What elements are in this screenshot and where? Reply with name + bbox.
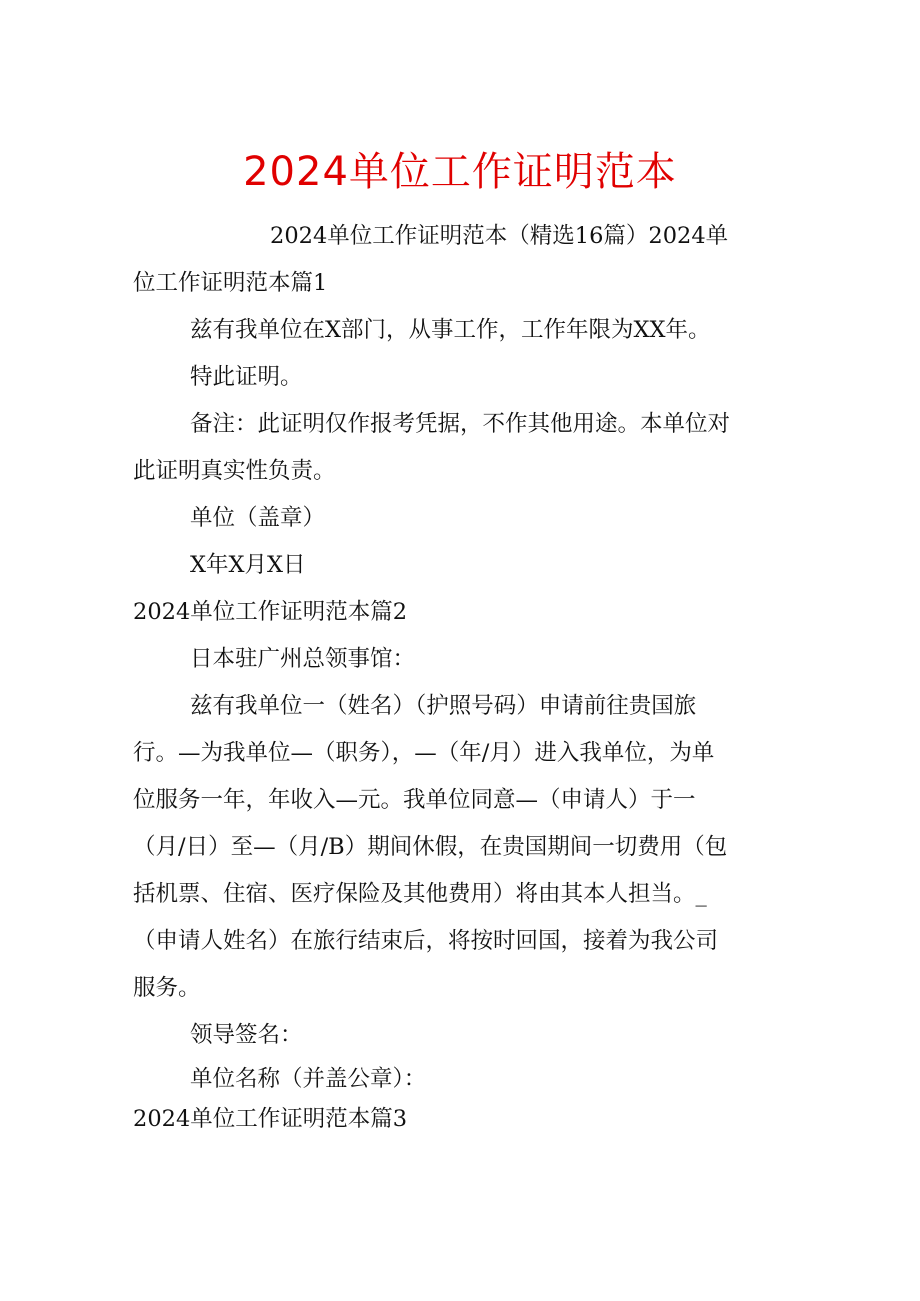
section2-body-line-6: （申请人姓名）在旅行结束后，将按时回国，接着为我公司 — [133, 928, 719, 954]
section2-body-line-5: 括机票、住宿、医疗保险及其他费用）将由其本人担当。_ — [133, 881, 707, 907]
section1-date: X年X月X日 — [190, 552, 306, 578]
section2-body-line-2: 行。—为我单位—（职务），—（年/月）进入我单位，为单 — [133, 740, 715, 766]
section2-signature: 领导签名： — [190, 1022, 303, 1048]
section3-heading: 2024单位工作证明范本篇3 — [133, 1106, 408, 1132]
section2-body-line-3: 位服务一年，年收入—元。我单位同意—（申请人）于一 — [133, 787, 696, 813]
section2-heading: 2024单位工作证明范本篇2 — [133, 599, 408, 625]
subtitle-line-2: 位工作证明范本篇1 — [133, 270, 328, 296]
section1-statement: 兹有我单位在X部门，从事工作，工作年限为XX年。 — [190, 317, 711, 343]
section1-note-line-2: 此证明真实性负责。 — [133, 458, 336, 484]
document-title: 2024单位工作证明范本 — [243, 149, 677, 195]
subtitle-line-1: 2024单位工作证明范本（精选16篇）2024单 — [270, 223, 729, 249]
section1-certify: 特此证明。 — [190, 364, 303, 390]
section1-seal: 单位（盖章） — [190, 505, 326, 531]
document-body — [133, 213, 793, 1139]
section2-unit-name: 单位名称（并盖公章）： — [190, 1066, 427, 1092]
section2-body-line-4: （月/日）至—（月/B）期间休假，在贵国期间一切费用（包 — [133, 834, 728, 860]
section2-body-line-7: 服务。 — [133, 975, 201, 1001]
section2-addressee: 日本驻广州总领事馆： — [190, 646, 416, 672]
section2-body-line-1: 兹有我单位一（姓名）（护照号码）申请前往贵国旅 — [190, 693, 697, 719]
section1-note-line-1: 备注：此证明仅作报考凭据，不作其他用途。本单位对 — [190, 411, 731, 437]
